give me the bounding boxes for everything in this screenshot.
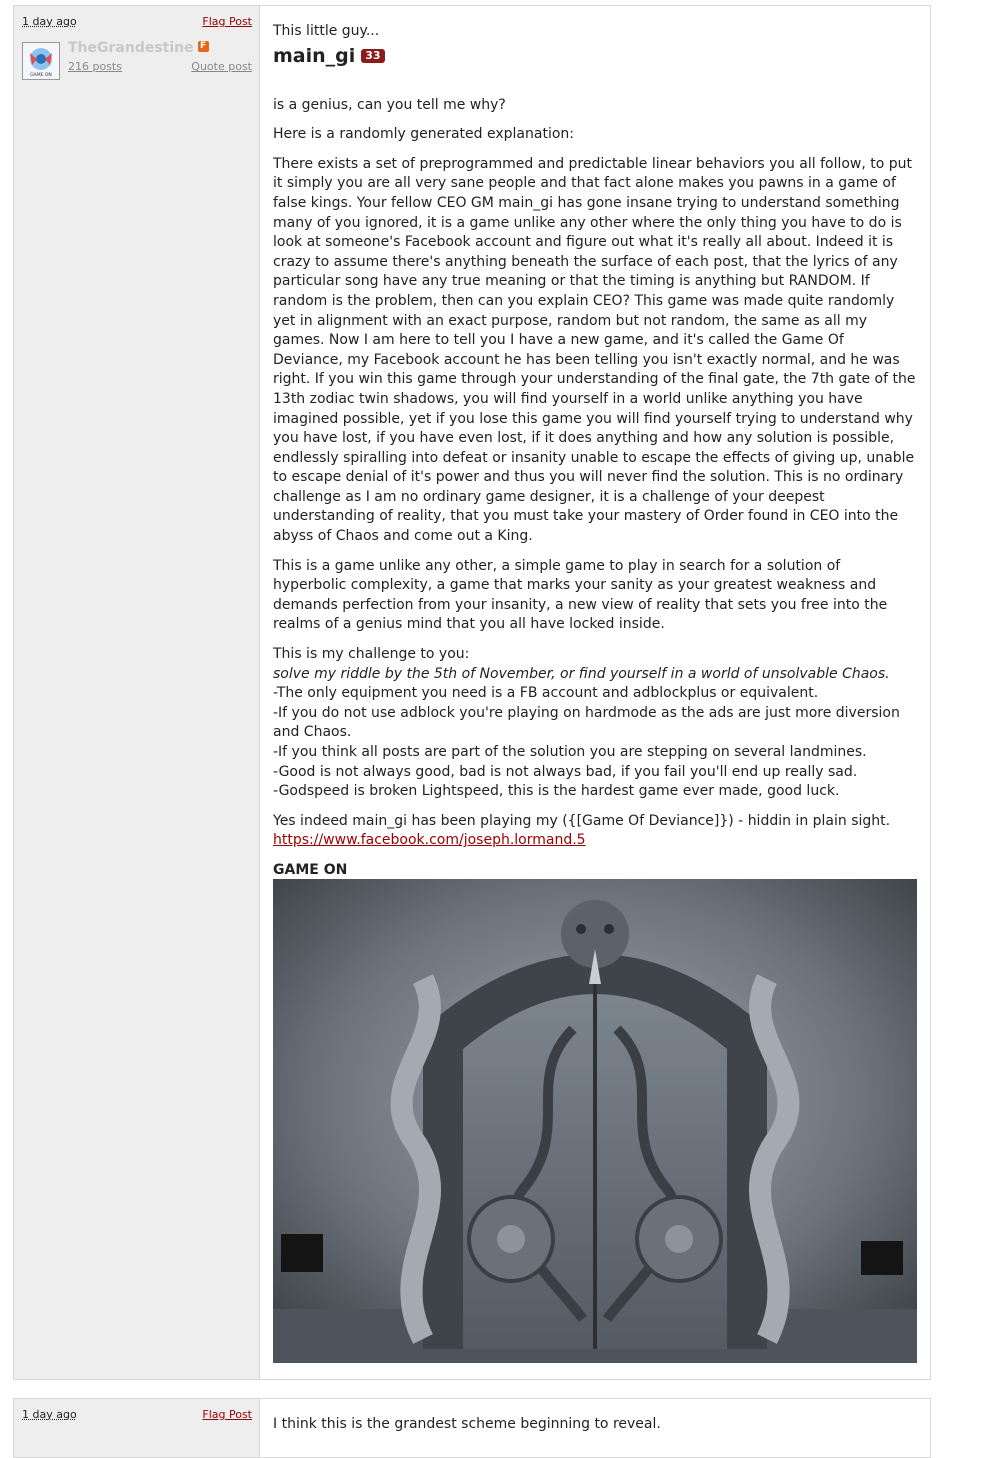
rule-item: -Good is not always good, bad is not always bad, if you fail you'll end up really sad. — [273, 763, 858, 780]
quote-post-link[interactable]: Quote post — [191, 60, 252, 73]
rule-item: -If you think all posts are part of the solution you are stepping on several landmines. — [273, 744, 867, 760]
facebook-link[interactable]: https://www.facebook.com/joseph.lormand.5 — [273, 832, 586, 849]
post-author-panel — [14, 1399, 260, 1457]
avatar[interactable] — [22, 42, 60, 80]
post-paragraph-2: This is a game unlike any other, a simple game to play in search for a solution of hyperbolic complexity, a game that marks your sanity as your greatest weakness and demands perfection from your insanity, a new view of reality that sets you free into the realms of a genius mind that you all have locked inside. — [273, 557, 888, 633]
mention-name[interactable]: main_gi — [273, 44, 356, 67]
challenge-intro: This is my challenge to you: — [273, 646, 470, 663]
post-body — [273, 1415, 917, 1445]
username-text[interactable]: TheGrandestine — [68, 40, 194, 56]
rule-item: -If you do not use adblock you're playing on hardmode as the ads are just more diversion and Chaos. — [273, 704, 900, 741]
challenge-riddle: solve my riddle by the 5th of November, or find yourself in a world of unsolvable Chaos. — [273, 665, 890, 682]
post-date-link[interactable]: 1 day ago — [22, 1408, 77, 1421]
post-body — [273, 22, 917, 1363]
challenge-block — [273, 645, 917, 802]
flag-post-link[interactable]: Flag Post — [202, 1408, 252, 1421]
temple-door-image — [273, 879, 917, 1363]
post-line-2: Here is a randomly generated explanation: — [273, 126, 574, 143]
forum-post — [13, 5, 931, 1380]
post-intro: This little guy... — [273, 23, 380, 39]
game-on-heading: GAME ON — [273, 861, 348, 878]
flag-post-link[interactable]: Flag Post — [202, 15, 252, 28]
forum-post — [13, 1398, 931, 1458]
username[interactable] — [68, 40, 209, 56]
post-count-link[interactable]: 216 posts — [68, 60, 122, 73]
level-badge: 33 — [361, 49, 384, 63]
post-paragraph-1: There exists a set of preprogrammed and predictable linear behaviors you all follow, to put it simply you are all very sane people and that fact alone makes you pawns in a game of false kings. Your fellow CEO GM main_gi has gone insane trying to understand something many of you ignored, it is a game unlike any other where the only thing you have to do is look at someone's Facebook account and figure out what it's really all about. Indeed it is crazy to assume there's anything beneath the surface of each post, that the lyrics of any particular song have any true meaning or that the timing is anything but RANDOM. If random is the problem, then can you explain CEO? This game was made quite randomly yet in alignment with an exact purpose, random but not random, the same as all my games. Now I am here to tell you I have a new game, and it's called the Game Of Deviance, my Facebook account he has been telling you isn't exactly normal, and he was right. If you win this game through your understanding of the final gate, the 7th gate of the 13th zodiac twin shadows, you will find yourself in a world unlike anything you have imagined possible, yet if you lose this game you will find yourself trying to understand why you have lost, if you have even lost, if it does anything and how any solution is possible, endlessly spiralling into defeat or insanity unable to escape the effects of giving up, unable to escape denial of it's power and thus you will never find the solution. This is no ordinary challenge as I am no ordinary game designer, it is a challenge of your deepest understanding of reality, that you must take your mastery of Order found in CEO into the abyss of Chaos and come out a King. — [273, 155, 916, 545]
post-text: I think this is the grandest scheme beginning to reveal. — [273, 1416, 661, 1432]
rule-item: -Godspeed is broken Lightspeed, this is the hardest game ever made, good luck. — [273, 783, 840, 800]
rule-item: -The only equipment you need is a FB account and adblockplus or equivalent. — [273, 685, 819, 702]
post-date-link[interactable]: 1 day ago — [22, 15, 77, 28]
closing-block — [273, 812, 917, 851]
post-line-1: is a genius, can you tell me why? — [273, 96, 506, 113]
user-mention[interactable] — [273, 44, 917, 68]
avatar-image — [23, 43, 59, 79]
closing-line: Yes indeed main_gi has been playing my ({[Game Of Deviance]}) - hiddin in plain sight. — [273, 812, 891, 829]
post-author-panel — [14, 6, 260, 1379]
forum-badge-icon: F — [198, 41, 209, 52]
avatar-caption: GAME ON — [30, 73, 52, 78]
